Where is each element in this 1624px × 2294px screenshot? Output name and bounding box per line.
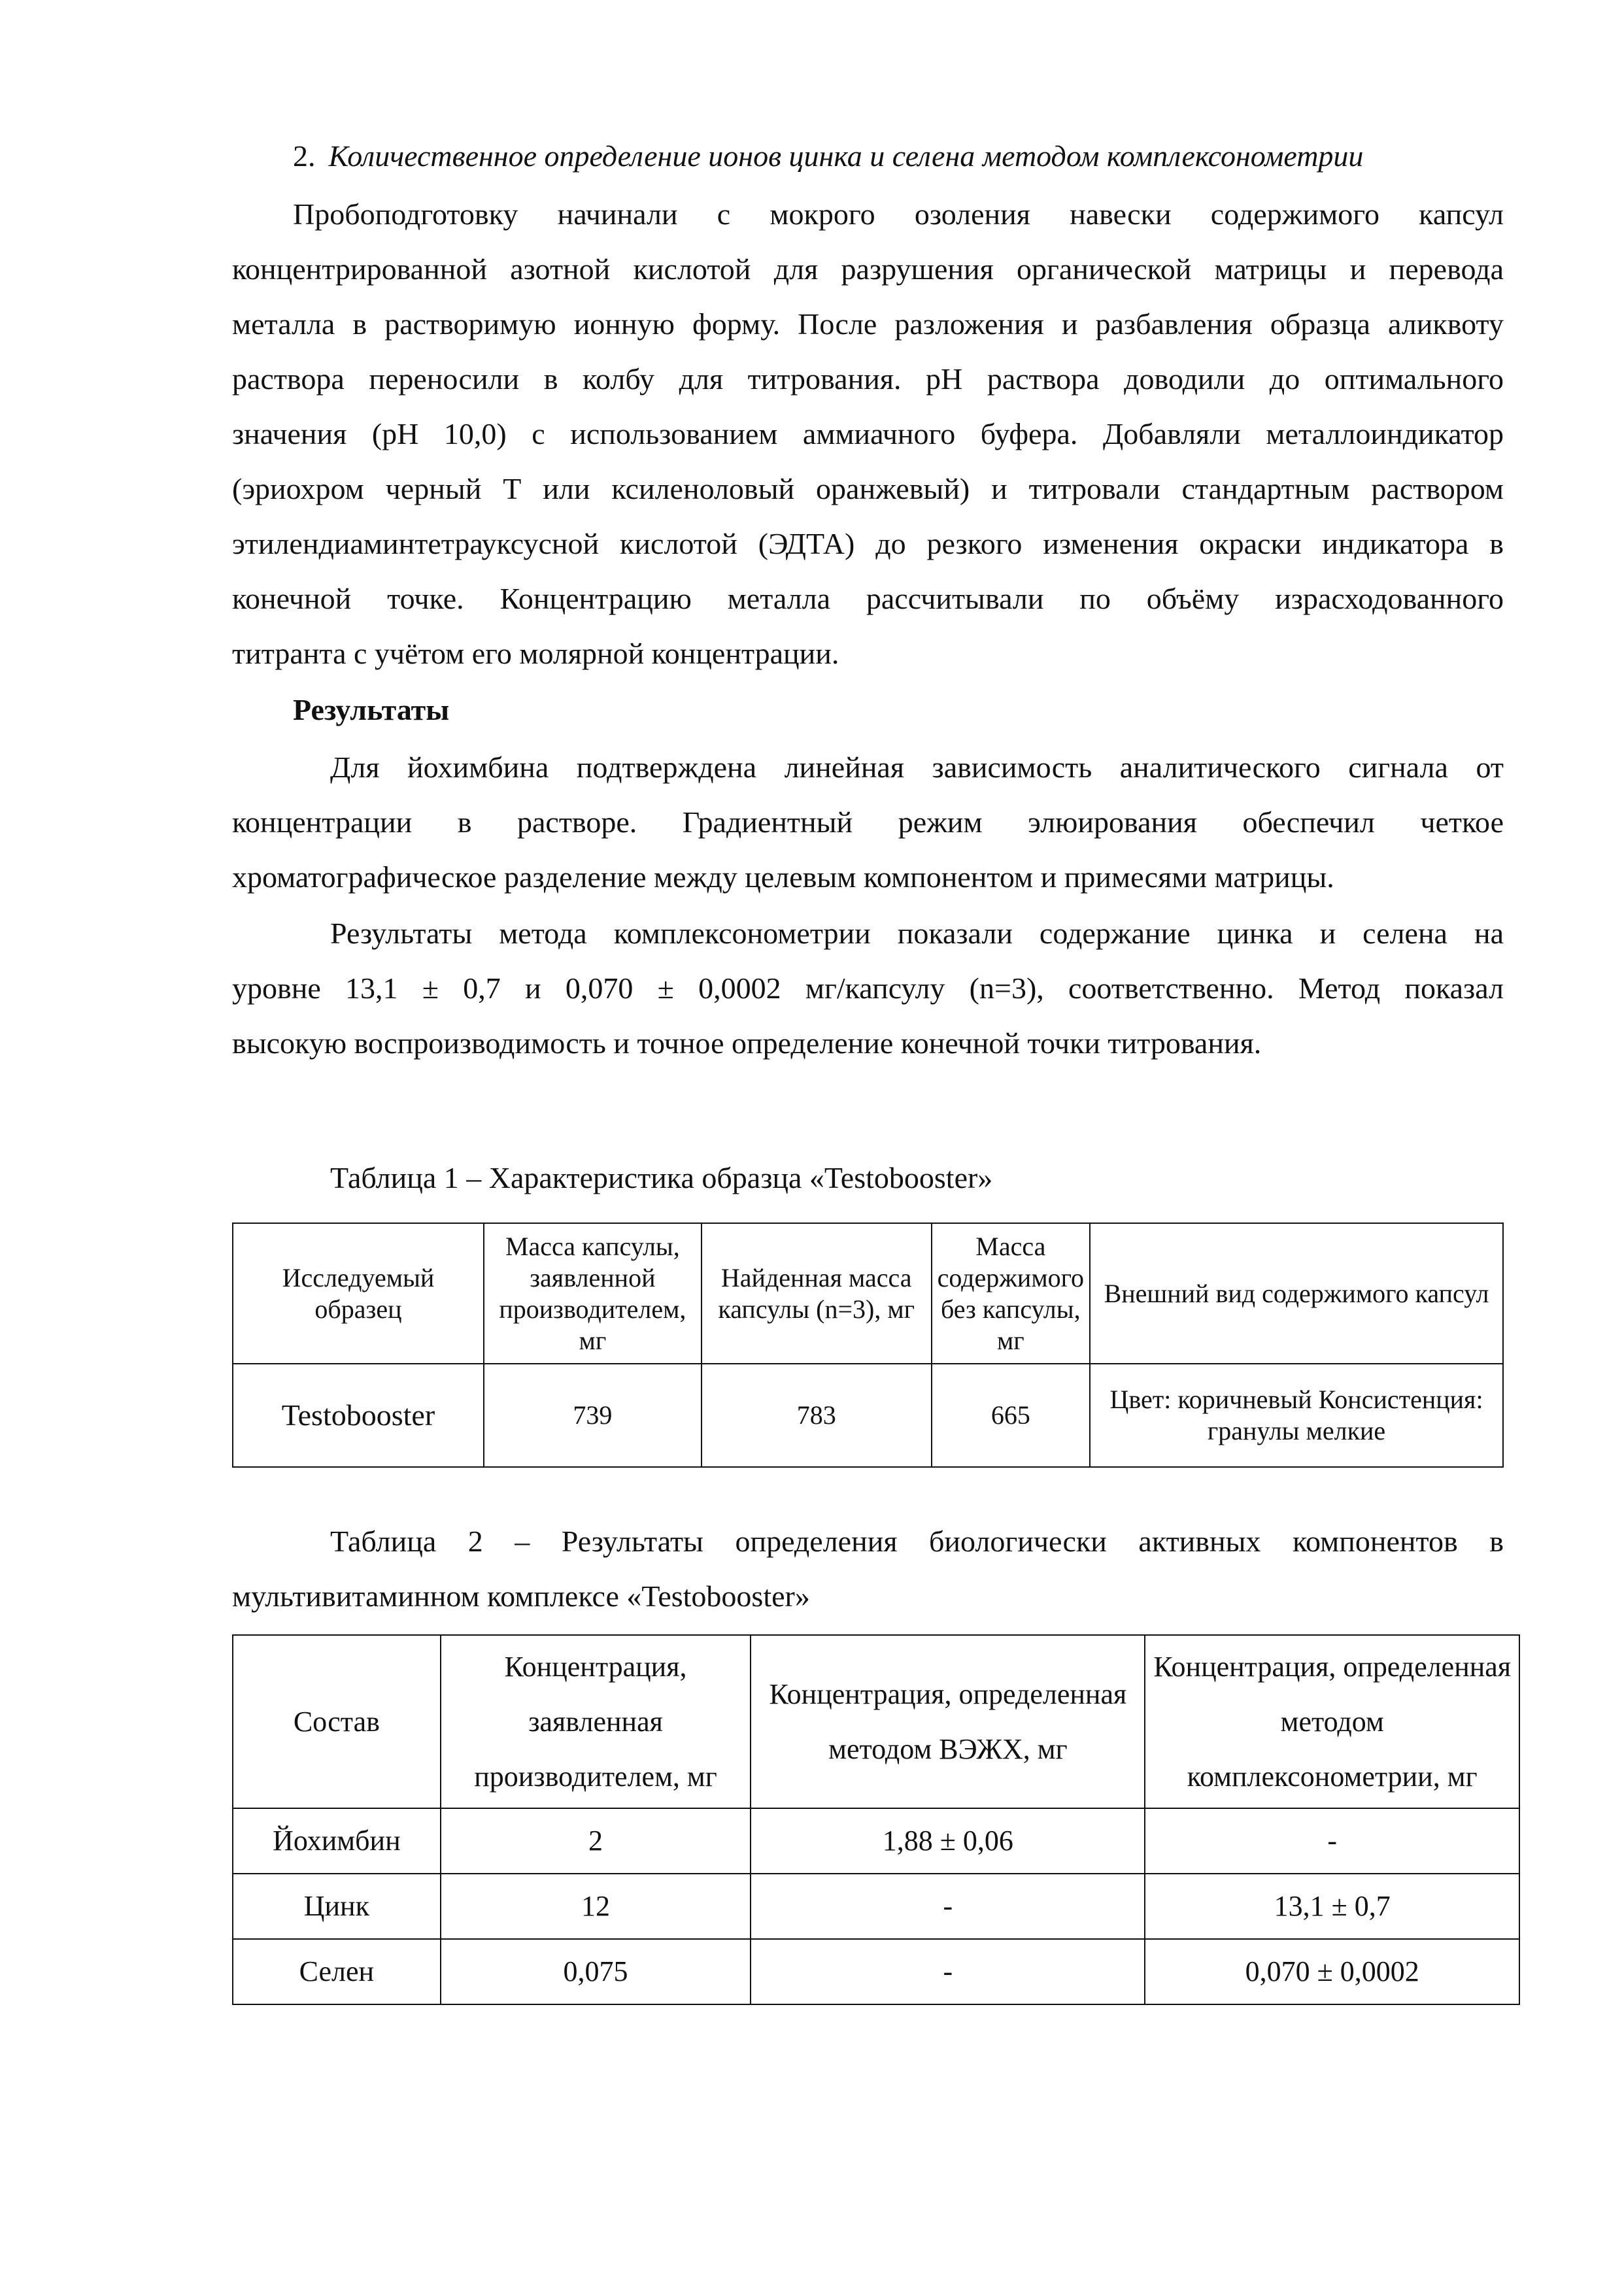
table2-cell: Селен — [233, 1939, 441, 2004]
paragraph-line: значения (pH 10,0) с использованием аммиачного буфера. Добавляли металлоиндикатор — [232, 417, 1504, 450]
paragraph-line: этилендиаминтетрауксусной кислотой (ЭДТА) до резкого изменения окраски индикатора в — [232, 527, 1504, 560]
table1-cell: 739 — [484, 1364, 702, 1467]
table2 — [232, 1634, 1520, 2005]
table1-header-cell: Внешний вид содержимого капсул — [1090, 1223, 1503, 1364]
section-title: Количественное определение ионов цинка и селена методом комплексонометрии — [328, 139, 1364, 173]
paragraph-line: уровне 13,1 ± 0,7 и 0,070 ± 0,0002 мг/капсулу (n=3), соответственно. Метод показал — [232, 971, 1504, 1005]
table1-cell: Testobooster — [233, 1364, 484, 1467]
table2-header-row — [233, 1635, 1519, 1808]
table2-caption-line: мультивитаминном комплексе «Testobooster» — [232, 1579, 810, 1613]
paragraph-line: (эриохром черный Т или ксиленоловый оранжевый) и титровали стандартным раствором — [232, 472, 1504, 505]
table2-cell: 0,070 ± 0,0002 — [1145, 1939, 1519, 2004]
table1-header-row — [233, 1223, 1503, 1364]
paragraph-line: высокую воспроизводимость и точное определение конечной точки титрования. — [232, 1026, 1262, 1060]
table-row — [233, 1939, 1519, 2004]
table2-header-cell: Концентрация, заявленная производителем, мг — [441, 1635, 751, 1808]
table2-caption-line: Таблица 2 – Результаты определения биологически активных компонентов в — [330, 1525, 1504, 1558]
table2-cell: 12 — [441, 1874, 751, 1939]
table1-cell: 665 — [932, 1364, 1090, 1467]
paragraph-line: Для йохимбина подтверждена линейная зависимость аналитического сигнала от — [330, 751, 1504, 784]
paragraph-line: Результаты метода комплексонометрии показали содержание цинка и селена на — [330, 917, 1504, 950]
table2-cell: 13,1 ± 0,7 — [1145, 1874, 1519, 1939]
table2-cell: 0,075 — [441, 1939, 751, 2004]
paragraph-line: титранта с учётом его молярной концентрации. — [232, 637, 839, 670]
table2-header-cell: Состав — [233, 1635, 441, 1808]
table2-cell: - — [1145, 1808, 1519, 1874]
section-number: 2. — [293, 139, 316, 173]
table1-header-cell: Найденная масса капсулы (n=3), мг — [702, 1223, 932, 1364]
table1-header-cell: Масса капсулы, заявленной производителем, мг — [484, 1223, 702, 1364]
table2-cell: - — [751, 1939, 1145, 2004]
table-row — [233, 1808, 1519, 1874]
paragraph-line: концентрации в растворе. Градиентный режим элюирования обеспечил четкое — [232, 805, 1504, 839]
table1 — [232, 1223, 1504, 1468]
table-row — [233, 1874, 1519, 1939]
paragraph-line: концентрированной азотной кислотой для разрушения органической матрицы и перевода — [232, 252, 1504, 286]
table2-cell: 2 — [441, 1808, 751, 1874]
paragraph-line: металла в растворимую ионную форму. После разложения и разбавления образца аликвоту — [232, 307, 1504, 341]
table1-cell: 783 — [702, 1364, 932, 1467]
results-heading: Результаты — [293, 693, 450, 726]
table2-cell: Йохимбин — [233, 1808, 441, 1874]
paragraph-line: конечной точке. Концентрацию металла рассчитывали по объёму израсходованного — [232, 582, 1504, 615]
table1-caption: Таблица 1 – Характеристика образца «Testobooster» — [330, 1161, 993, 1194]
table2-cell: Цинк — [233, 1874, 441, 1939]
table2-header-cell: Концентрация, определенная методом ВЭЖХ, мг — [751, 1635, 1145, 1808]
table2-cell: 1,88 ± 0,06 — [751, 1808, 1145, 1874]
table-row — [233, 1364, 1503, 1467]
paragraph-line: Пробоподготовку начинали с мокрого озоления навески содержимого капсул — [293, 197, 1504, 231]
section-heading — [293, 139, 1363, 173]
table1-header-cell: Масса содержимого без капсулы, мг — [932, 1223, 1090, 1364]
paragraph-line: хроматографическое разделение между целевым компонентом и примесями матрицы. — [232, 860, 1334, 894]
paragraph-line: раствора переносили в колбу для титрования. pH раствора доводили до оптимального — [232, 362, 1504, 396]
table1-header-cell: Исследуемый образец — [233, 1223, 484, 1364]
table1-cell: Цвет: коричневый Консистенция: гранулы мелкие — [1090, 1364, 1503, 1467]
table2-header-cell: Концентрация, определенная методом комплексонометрии, мг — [1145, 1635, 1519, 1808]
table2-cell: - — [751, 1874, 1145, 1939]
